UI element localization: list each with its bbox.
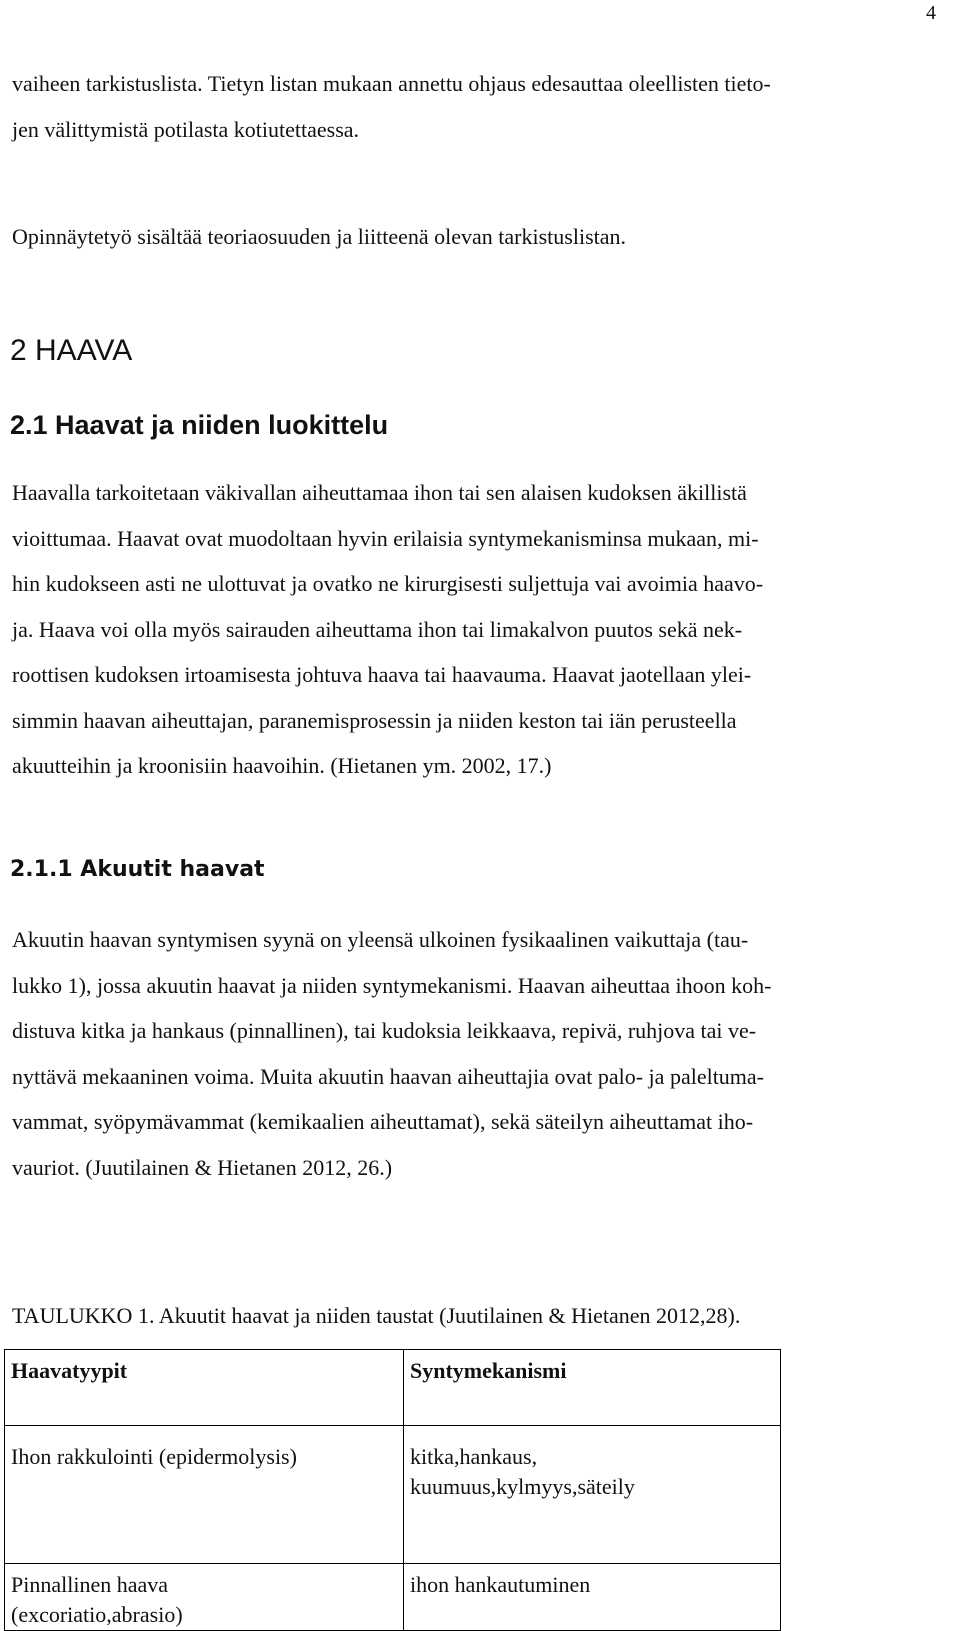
table-cell: Pinnallinen haava (excoriatio,abrasio) [5,1564,404,1631]
table-row [5,1564,781,1631]
page-number: 4 [926,2,936,24]
table-cell: ihon hankautuminen [404,1564,781,1631]
table-cell: kitka,hankaus, kuumuus,kylmyys,säteily [404,1426,781,1564]
section-heading: 2.1 Haavat ja niiden luokittelu [10,410,389,440]
wound-types-table [4,1349,781,1631]
subsection-heading: 2.1.1 Akuutit haavat [10,857,265,882]
table-header-cell: Haavatyypit [5,1350,404,1426]
paragraph-acute-wounds: Akuutin haavan syntymisen syynä on yleensä ulkoinen fysikaalinen vaikuttaja (tau- lukko 1), jossa akuutin haavat ja niiden syntymekanismi. Haavan aiheuttaa ihoon koh- distuva kitka ja hankaus (pinnallinen), tai kudoksia leikkaava, repivä, ruhjova tai ve- nyttävä mekaaninen voima. Muita akuutin haavan aiheuttajia ovat palo- ja paleltuma- vammat, syöpymävammat (kemikaalien aiheuttamat), sekä säteilyn aiheuttamat iho- vauriot. (Juutilainen & Hietanen 2012, 26.) [12,927,772,1180]
paragraph-contents: Opinnäytetyö sisältää teoriaosuuden ja liitteenä olevan tarkistuslistan. [12,224,627,249]
table-header-cell: Syntymekanismi [404,1350,781,1426]
table-header-row [5,1350,781,1426]
table-cell: Ihon rakkulointi (epidermolysis) [5,1426,404,1564]
paragraph-wound-definition: Haavalla tarkoitetaan väkivallan aiheuttamaa ihon tai sen alaisen kudoksen äkillistä vioittumaa. Haavat ovat muodoltaan hyvin erilaisia syntymekanisminsa mukaan, mi- hin kudokseen asti ne ulottuvat ja ovatko ne kirurgisesti suljettuja vai avoimia haavo- ja. Haava voi olla myös sairauden aiheuttama ihon tai limakalvon puutos sekä nek- roottisen kudoksen irtoamisesta johtuva haava tai haavauma. Haavat jaotellaan ylei- simmin haavan aiheuttajan, paranemisprosessin ja niiden keston tai iän perusteella akuutteihin ja kroonisiin haavoihin. (Hietanen ym. 2002, 17.) [12,480,764,778]
table-caption: TAULUKKO 1. Akuutit haavat ja niiden taustat (Juutilainen & Hietanen 2012,28). [12,1303,741,1328]
table-row [5,1426,781,1564]
chapter-heading: 2 HAAVA [10,334,133,367]
paragraph-intro: vaiheen tarkistuslista. Tietyn listan mukaan annettu ohjaus edesauttaa oleellisten tieto- jen välittymistä potilasta kotiutettaessa. [12,71,771,142]
